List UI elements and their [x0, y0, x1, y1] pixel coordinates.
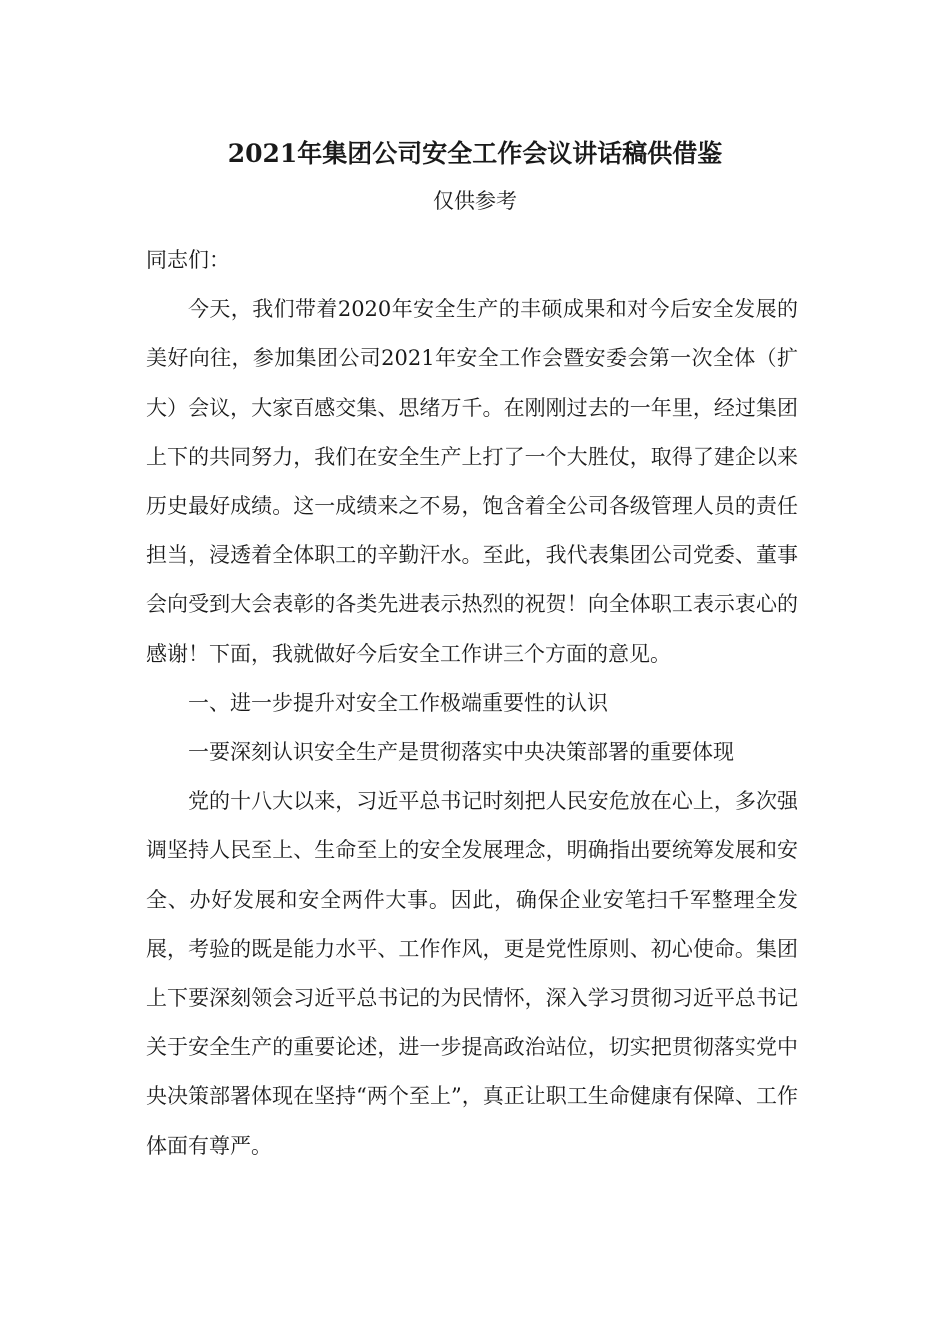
document-title: 2021年集团公司安全工作会议讲话稿供借鉴 [227, 139, 723, 168]
paragraph-body: 党的十八大以来，习近平总书记时刻把人民安危放在心上，多次强调坚持人民至上、生命至上的安全发展理念，明确指出要统筹发展和安全、办好发展和安全两件大事。因此，确保企业安笔扫千军整理全发展，考验的既是能力水平、工作作风，更是党性原则、初心使命。集团上下要深刻领会习近平总书记的为民情怀，深入学习贯彻习近平总书记关于安全生产的重要论述，进一步提高政治站位，切实把贯彻落实党中央决策部署体现在坚持“两个至上”，真正让职工生命健康有保障、工作体面有尊严。 [146, 789, 798, 1158]
document-subtitle: 仅供参考 [433, 189, 517, 213]
subsection-heading: 一要深刻认识安全生产是贯彻落实中央决策部署的重要体现 [188, 740, 734, 765]
document-body [146, 236, 798, 1171]
section-heading: 一、进一步提升对安全工作极端重要性的认识 [188, 690, 608, 715]
salutation: 同志们： [146, 248, 230, 272]
paragraph-opening: 今天，我们带着2020年安全生产的丰硕成果和对今后安全发展的美好向往，参加集团公司2021年安全工作会暨安委会第一次全体（扩大）会议，大家百感交集、思绪万千。在刚刚过去的一年里，经过集团上下的共同努力，我们在安全生产上打了一个大胜仗，取得了建企以来历史最好成绩。这一成绩来之不易，饱含着全公司各级管理人员的责任担当，浸透着全体职工的辛勤汗水。至此，我代表集团公司党委、董事会向受到大会表彰的各类先进表示热烈的祝贺！向全体职工表示衷心的感谢！下面，我就做好今后安全工作讲三个方面的意见。 [146, 297, 798, 666]
